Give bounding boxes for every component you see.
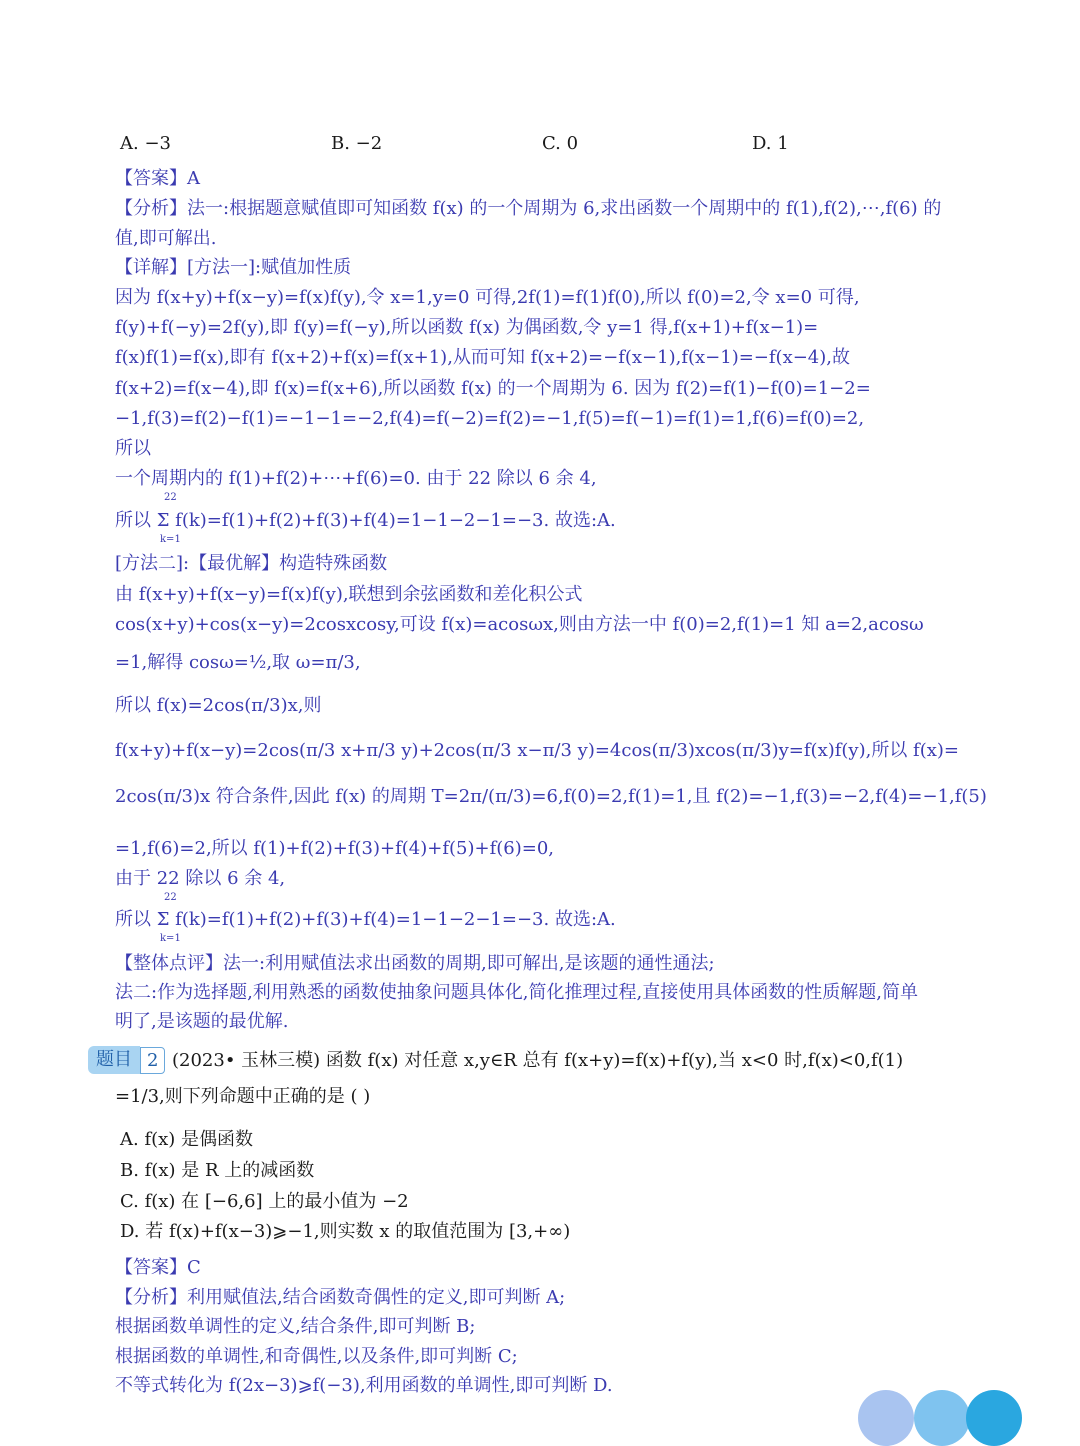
method2-line-2: cos(x+y)+cos(x−y)=2cosxcosy,可设 f(x)=acosωx,则由方法一中 f(0)=2,f(1)=1 知 a=2,acosω [115,614,924,635]
sum-line-1 [115,508,616,534]
method2-title: [方法二]:【最优解】构造特殊函数 [115,553,388,574]
sum-text: 所以 Σ f(k)=f(1)+f(2)+f(3)+f(4)=1−1−2−1=−3. 故选:A. [115,510,616,531]
option-c: C. 0 [542,133,579,154]
q2-analysis-1: 【分析】利用赋值法,结合函数奇偶性的定义,即可判断 A; [115,1287,566,1308]
circle-decoration-2 [914,1390,970,1446]
q2-choice-b: B. f(x) 是 R 上的减函数 [120,1160,315,1181]
method2-line-6: 2cos(π/3)x 符合条件,因此 f(x) 的周期 T=2π/(π/3)=6,f(0)=2,f(1)=1,且 f(2)=−1,f(3)=−2,f(4)=−1,f(5) [115,786,987,807]
method1-line-3: f(x)f(1)=f(x),即有 f(x+2)+f(x)=f(x+1),从而可知 f(x+2)=−f(x−1),f(x−1)=−f(x−4),故 [115,347,850,368]
q2-stem-line-2: =1/3,则下列命题中正确的是 ( ) [115,1086,371,1107]
q2-choice-d: D. 若 f(x)+f(x−3)⩾−1,则实数 x 的取值范围为 [3,+∞) [120,1221,571,1242]
badge-label: 题目 [88,1046,140,1074]
q2-choice-c: C. f(x) 在 [−6,6] 上的最小值为 −2 [120,1191,409,1212]
sum-lower-limit: k=1 [160,534,181,545]
method1-line-6: 所以 [115,438,151,459]
answer-options [120,131,820,157]
method2-line-4: 所以 f(x)=2cos(π/3)x,则 [115,695,322,716]
option-b: B. −2 [331,133,383,154]
method2-line-1: 由 f(x+y)+f(x−y)=f(x)f(y),联想到余弦函数和差化积公式 [115,584,583,605]
q2-analysis-2: 根据函数单调性的定义,结合条件,即可判断 B; [115,1316,476,1337]
option-d: D. 1 [752,133,789,154]
sum-upper-limit: 22 [164,492,177,503]
sum2-lower-limit: k=1 [160,933,181,944]
sum-text-2: 所以 Σ f(k)=f(1)+f(2)+f(3)+f(4)=1−1−2−1=−3. 故选:A. [115,909,616,930]
analysis-line-2: 值,即可解出. [115,228,217,249]
method2-line-7: =1,f(6)=2,所以 f(1)+f(2)+f(3)+f(4)+f(5)+f(6)=0, [115,838,555,859]
sum-line-2 [115,907,616,933]
q2-choice-a: A. f(x) 是偶函数 [120,1129,254,1150]
analysis-line-1: 【分析】法一:根据题意赋值即可知函数 f(x) 的一个周期为 6,求出函数一个周期中的 f(1),f(2),⋯,f(6) 的 [115,198,942,219]
method1-line-7: 一个周期内的 f(1)+f(2)+⋯+f(6)=0. 由于 22 除以 6 余 4, [115,468,597,489]
q2-stem-line-1: (2023• 玉林三模) 函数 f(x) 对任意 x,y∈R 总有 f(x+y)=f(x)+f(y),当 x<0 时,f(x)<0,f(1) [172,1050,904,1071]
q2-answer: 【答案】C [115,1257,201,1278]
method1-line-1: 因为 f(x+y)+f(x−y)=f(x)f(y),令 x=1,y=0 可得,2f(1)=f(1)f(0),所以 f(0)=2,令 x=0 可得, [115,287,860,308]
badge-number: 2 [140,1047,165,1074]
method2-line-3: =1,解得 cosω=½,取 ω=π/3, [115,652,361,673]
question-badge [88,1046,165,1074]
method1-line-2: f(y)+f(−y)=2f(y),即 f(y)=f(−y),所以函数 f(x) 为偶函数,令 y=1 得,f(x+1)+f(x−1)= [115,317,819,338]
circle-decoration-1 [858,1390,914,1446]
q2-analysis-3: 根据函数的单调性,和奇偶性,以及条件,即可判断 C; [115,1346,518,1367]
method1-line-5: −1,f(3)=f(2)−f(1)=−1−1=−2,f(4)=f(−2)=f(2)=−1,f(5)=f(−1)=f(1)=1,f(6)=f(0)=2, [115,408,865,429]
answer-line: 【答案】A [115,168,200,189]
q2-analysis-4: 不等式转化为 f(2x−3)⩾f(−3),利用函数的单调性,即可判断 D. [115,1375,613,1396]
review-line-1: 【整体点评】法一:利用赋值法求出函数的周期,即可解出,是该题的通性通法; [115,953,715,974]
detail-title: 【详解】[方法一]:赋值加性质 [115,257,352,278]
method1-line-4: f(x+2)=f(x−4),即 f(x)=f(x+6),所以函数 f(x) 的一个周期为 6. 因为 f(2)=f(1)−f(0)=1−2= [115,378,871,399]
sum2-upper-limit: 22 [164,892,177,903]
circle-decoration-3 [966,1390,1022,1446]
option-a: A. −3 [120,133,171,154]
review-line-2: 法二:作为选择题,利用熟悉的函数使抽象问题具体化,简化推理过程,直接使用具体函数的性质解题,简单 [115,982,918,1003]
review-line-3: 明了,是该题的最优解. [115,1011,289,1032]
method2-line-8: 由于 22 除以 6 余 4, [115,868,286,889]
method2-line-5: f(x+y)+f(x−y)=2cos(π/3 x+π/3 y)+2cos(π/3 x−π/3 y)=4cos(π/3)xcos(π/3)y=f(x)f(y),所以 f(x)= [115,740,959,761]
